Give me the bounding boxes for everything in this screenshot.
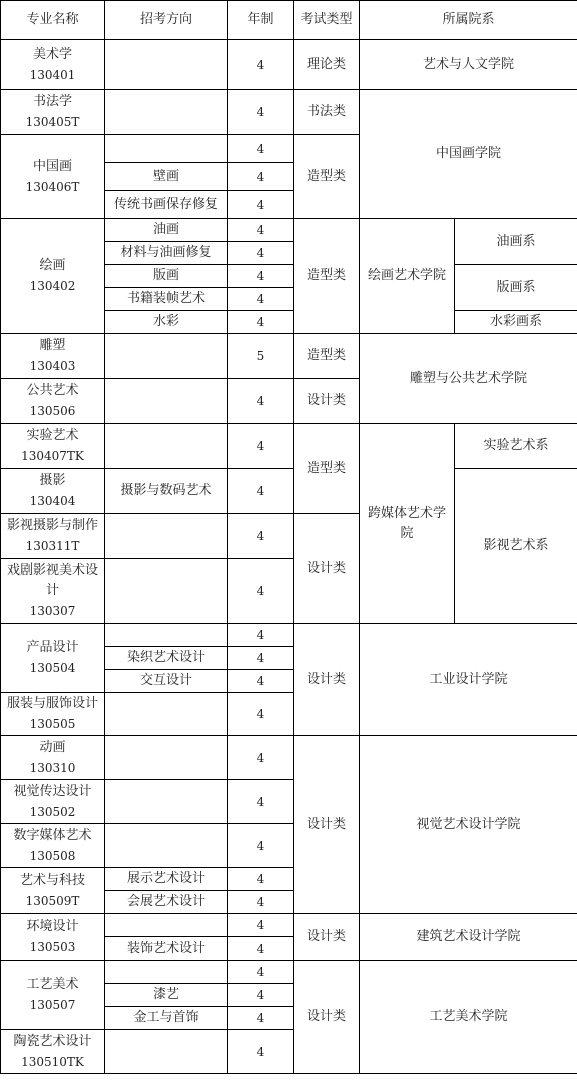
department-cell: 版画系 — [455, 265, 577, 311]
exam-type-cell: 造型类 — [294, 135, 360, 219]
major-name: 摄影 — [39, 473, 66, 488]
direction-cell — [105, 40, 228, 90]
major-name: 视觉传达设计 — [13, 783, 92, 799]
department-cell: 水彩画系 — [455, 311, 577, 334]
direction-cell: 摄影与数码艺术 — [105, 469, 228, 514]
years-cell: 4 — [228, 891, 294, 914]
years-cell: 4 — [228, 242, 294, 265]
exam-type-cell: 设计类 — [294, 914, 360, 961]
years-cell: 5 — [228, 334, 294, 379]
years-cell: 4 — [228, 1007, 294, 1030]
years-cell: 4 — [228, 40, 294, 90]
years-cell: 4 — [228, 824, 294, 868]
exam-type-cell: 设计类 — [294, 514, 360, 624]
direction-cell: 漆艺 — [105, 984, 228, 1007]
major-cell — [1, 135, 105, 219]
major-code: 130402 — [29, 279, 76, 293]
years-cell: 4 — [228, 90, 294, 135]
major-cell — [1, 780, 105, 824]
direction-cell: 油画 — [105, 219, 228, 242]
table-row — [1, 736, 577, 780]
major-code: 130403 — [29, 359, 76, 373]
major-code: 130509T — [25, 893, 80, 908]
years-cell: 4 — [228, 514, 294, 559]
direction-cell — [105, 90, 228, 135]
exam-type-cell: 书法类 — [294, 90, 360, 135]
major-name: 公共艺术 — [26, 383, 79, 398]
direction-cell — [105, 780, 228, 824]
direction-cell — [105, 514, 228, 559]
major-cell — [1, 914, 105, 961]
direction-cell — [105, 1030, 228, 1074]
years-cell: 4 — [228, 984, 294, 1007]
years-cell: 4 — [228, 736, 294, 780]
major-name: 服装与服饰设计 — [6, 696, 98, 711]
direction-cell: 装饰艺术设计 — [105, 937, 228, 961]
college-cell: 中国画学院 — [360, 90, 577, 219]
header-years: 年制 — [228, 1, 294, 40]
exam-type-cell: 设计类 — [294, 624, 360, 736]
table-row — [1, 40, 577, 90]
major-name: 戏剧影视美术设计 — [6, 563, 98, 598]
major-name: 艺术与科技 — [19, 872, 85, 888]
direction-cell: 材料与油画修复 — [105, 242, 228, 265]
college-cell: 艺术与人文学院 — [360, 40, 577, 90]
years-cell: 4 — [228, 469, 294, 514]
direction-cell: 水彩 — [105, 311, 228, 334]
direction-cell: 书籍装帧艺术 — [105, 288, 228, 311]
major-code: 130507 — [29, 998, 76, 1012]
table-row — [1, 961, 577, 984]
college-cell: 工业设计学院 — [360, 624, 577, 736]
exam-type-cell: 设计类 — [294, 961, 360, 1074]
major-cell — [1, 219, 105, 334]
exam-type-cell: 造型类 — [294, 334, 360, 379]
major-cell — [1, 424, 105, 469]
direction-cell — [105, 624, 228, 647]
header-college: 所属院系 — [360, 1, 577, 40]
major-cell — [1, 379, 105, 424]
years-cell: 4 — [228, 135, 294, 163]
major-cell — [1, 334, 105, 379]
direction-cell — [105, 824, 228, 868]
direction-cell: 交互设计 — [105, 670, 228, 693]
years-cell: 4 — [228, 191, 294, 219]
major-code: 130311T — [25, 539, 80, 553]
header-major: 专业名称 — [1, 1, 105, 40]
table-row — [1, 90, 577, 135]
major-name: 陶瓷艺术设计 — [13, 1033, 92, 1049]
direction-cell — [105, 334, 228, 379]
major-cell — [1, 40, 105, 90]
table-row — [1, 334, 577, 379]
college-cell: 视觉艺术设计学院 — [360, 736, 577, 914]
direction-cell: 金工与首饰 — [105, 1007, 228, 1030]
years-cell: 4 — [228, 1030, 294, 1074]
direction-cell — [105, 135, 228, 163]
table-row — [1, 914, 577, 937]
major-code: 130401 — [29, 67, 76, 82]
table-row — [1, 424, 577, 469]
major-name: 动画 — [39, 739, 66, 755]
direction-cell — [105, 693, 228, 736]
years-cell: 4 — [228, 163, 294, 191]
direction-cell — [105, 559, 228, 624]
years-cell: 4 — [228, 624, 294, 647]
header-direction: 招考方向 — [105, 1, 228, 40]
college-cell: 绘画艺术学院 — [360, 219, 455, 334]
department-cell: 油画系 — [455, 219, 577, 265]
major-name: 中国画 — [32, 158, 72, 174]
years-cell: 4 — [228, 424, 294, 469]
department-cell: 影视艺术系 — [455, 469, 577, 624]
major-name: 环境设计 — [26, 919, 79, 934]
major-name: 工艺美术 — [26, 977, 79, 992]
years-cell: 4 — [228, 647, 294, 670]
years-cell: 4 — [228, 670, 294, 693]
direction-cell — [105, 424, 228, 469]
years-cell: 4 — [228, 219, 294, 242]
major-cell — [1, 961, 105, 1030]
years-cell: 4 — [228, 288, 294, 311]
department-cell: 实验艺术系 — [455, 424, 577, 469]
years-cell: 4 — [228, 914, 294, 937]
major-code: 130407TK — [21, 449, 84, 463]
direction-cell: 壁画 — [105, 163, 228, 191]
exam-type-cell: 设计类 — [294, 736, 360, 914]
direction-cell — [105, 379, 228, 424]
direction-cell: 传统书画保存修复 — [105, 191, 228, 219]
exam-type-cell: 造型类 — [294, 424, 360, 514]
major-name: 雕塑 — [39, 338, 66, 353]
major-code: 130504 — [29, 661, 76, 675]
major-name: 书法学 — [32, 94, 72, 109]
college-cell: 跨媒体艺术学院 — [360, 424, 455, 624]
major-cell — [1, 90, 105, 135]
major-cell — [1, 868, 105, 914]
major-code: 130405T — [25, 115, 80, 129]
major-name: 美术学 — [32, 46, 72, 62]
header-row — [1, 1, 577, 40]
major-name: 实验艺术 — [26, 428, 79, 443]
major-code: 130503 — [29, 940, 76, 954]
major-code: 130502 — [29, 804, 76, 819]
table-row — [1, 624, 577, 647]
major-cell — [1, 693, 105, 736]
major-cell — [1, 824, 105, 868]
major-cell — [1, 1030, 105, 1074]
header-exam-type: 考试类型 — [294, 1, 360, 40]
exam-type-cell: 造型类 — [294, 219, 360, 334]
major-code: 130307 — [29, 604, 76, 618]
direction-cell: 版画 — [105, 265, 228, 288]
exam-type-cell: 理论类 — [294, 40, 360, 90]
major-cell — [1, 736, 105, 780]
direction-cell — [105, 736, 228, 780]
college-cell: 雕塑与公共艺术学院 — [360, 334, 577, 424]
years-cell: 4 — [228, 311, 294, 334]
table-row — [1, 219, 577, 242]
major-name: 产品设计 — [26, 640, 79, 655]
major-code: 130508 — [29, 848, 76, 863]
major-name: 影视摄影与制作 — [6, 518, 98, 533]
years-cell: 4 — [228, 780, 294, 824]
direction-cell: 展示艺术设计 — [105, 868, 228, 891]
college-cell: 工艺美术学院 — [360, 961, 577, 1074]
direction-cell — [105, 961, 228, 984]
major-cell — [1, 514, 105, 559]
direction-cell: 会展艺术设计 — [105, 891, 228, 914]
years-cell: 4 — [228, 961, 294, 984]
major-cell — [1, 559, 105, 624]
major-code: 130510TK — [21, 1054, 84, 1069]
years-cell: 4 — [228, 379, 294, 424]
major-code: 130406T — [25, 179, 80, 194]
major-code: 130505 — [29, 717, 76, 731]
years-cell: 4 — [228, 559, 294, 624]
years-cell: 4 — [228, 868, 294, 891]
major-name: 绘画 — [39, 258, 66, 273]
years-cell: 4 — [228, 937, 294, 961]
direction-cell — [105, 914, 228, 937]
major-code: 130404 — [29, 494, 76, 508]
major-code: 130506 — [29, 404, 76, 418]
college-cell: 建筑艺术设计学院 — [360, 914, 577, 961]
exam-type-cell: 设计类 — [294, 379, 360, 424]
major-cell — [1, 469, 105, 514]
years-cell: 4 — [228, 693, 294, 736]
table-row — [1, 469, 577, 514]
major-code: 130310 — [29, 760, 76, 775]
major-name: 数字媒体艺术 — [13, 827, 92, 843]
direction-cell: 染织艺术设计 — [105, 647, 228, 670]
major-cell — [1, 624, 105, 693]
years-cell: 4 — [228, 265, 294, 288]
